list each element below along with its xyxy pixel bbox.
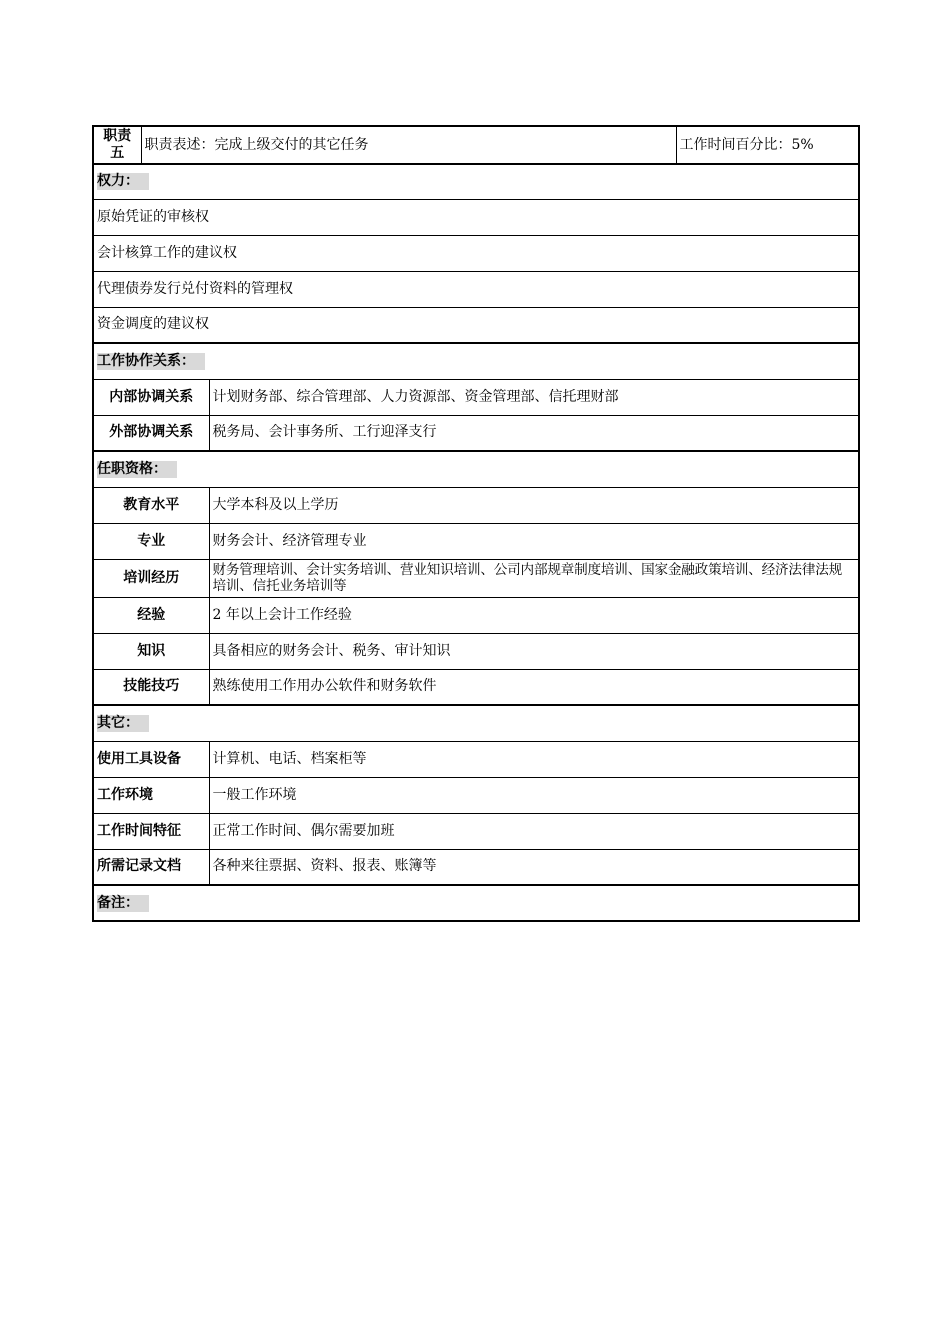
power-item-row: [93, 199, 859, 235]
relation-label: 内部协调关系: [93, 379, 209, 415]
qualification-value: 2 年以上会计工作经验: [209, 597, 859, 633]
powers-heading: 权力：: [97, 173, 149, 190]
duty-row: [93, 126, 859, 164]
duty-label-line2: 五: [110, 145, 125, 161]
job-description-sheet: [92, 125, 858, 922]
notes-heading-row: [93, 885, 859, 921]
power-item-row: [93, 271, 859, 307]
qualification-row: [93, 633, 859, 669]
other-row: [93, 777, 859, 813]
relation-row-internal: [93, 379, 859, 415]
other-label: 使用工具设备: [93, 741, 209, 777]
other-heading-row: [93, 705, 859, 741]
qualification-row: [93, 597, 859, 633]
relation-value: 计划财务部、综合管理部、人力资源部、资金管理部、信托理财部: [209, 379, 859, 415]
power-item-row: [93, 235, 859, 271]
duty-description: 职责表述：完成上级交付的其它任务: [141, 126, 676, 164]
other-value: 各种来往票据、资料、报表、账簿等: [209, 849, 859, 885]
other-row: [93, 741, 859, 777]
qualification-label: 技能技巧: [93, 669, 209, 705]
duty-time-percent: 工作时间百分比：5%: [676, 126, 859, 164]
qualification-row: [93, 523, 859, 559]
other-value: 一般工作环境: [209, 777, 859, 813]
job-description-table: [92, 125, 860, 922]
other-heading-cell: [93, 705, 859, 741]
power-item-row: [93, 307, 859, 343]
power-item: 会计核算工作的建议权: [93, 235, 859, 271]
qualifications-heading-cell: [93, 451, 859, 487]
other-label: 工作时间特征: [93, 813, 209, 849]
other-row: [93, 849, 859, 885]
qualification-label: 培训经历: [93, 559, 209, 597]
qualification-row: [93, 559, 859, 597]
qualification-value: 财务会计、经济管理专业: [209, 523, 859, 559]
other-value: 计算机、电话、档案柜等: [209, 741, 859, 777]
duty-label-line1: 职责: [103, 128, 132, 144]
other-value: 正常工作时间、偶尔需要加班: [209, 813, 859, 849]
notes-heading-cell: [93, 885, 859, 921]
qualification-label: 经验: [93, 597, 209, 633]
other-label: 工作环境: [93, 777, 209, 813]
qualifications-heading-row: [93, 451, 859, 487]
relations-heading-cell: [93, 343, 859, 379]
power-item: 代理债券发行兑付资料的管理权: [93, 271, 859, 307]
relation-value: 税务局、会计事务所、工行迎泽支行: [209, 415, 859, 451]
qualification-row: [93, 669, 859, 705]
other-heading: 其它：: [97, 715, 149, 732]
powers-heading-cell: [93, 164, 859, 199]
qualification-value: 具备相应的财务会计、税务、审计知识: [209, 633, 859, 669]
relation-row-external: [93, 415, 859, 451]
relations-heading: 工作协作关系：: [97, 353, 205, 370]
power-item: 原始凭证的审核权: [93, 199, 859, 235]
other-label: 所需记录文档: [93, 849, 209, 885]
qualification-value: 熟练使用工作用办公软件和财务软件: [209, 669, 859, 705]
qualification-row: [93, 487, 859, 523]
notes-heading: 备注：: [97, 895, 149, 912]
power-item: 资金调度的建议权: [93, 307, 859, 343]
qualification-value: 财务管理培训、会计实务培训、营业知识培训、公司内部规章制度培训、国家金融政策培训、经济法律法规培训、信托业务培训等: [209, 559, 859, 597]
qualification-label: 教育水平: [93, 487, 209, 523]
other-row: [93, 813, 859, 849]
qualification-label: 知识: [93, 633, 209, 669]
duty-label: [93, 126, 141, 164]
qualifications-heading: 任职资格：: [97, 461, 177, 478]
relations-heading-row: [93, 343, 859, 379]
powers-heading-row: [93, 164, 859, 199]
qualification-label: 专业: [93, 523, 209, 559]
relation-label: 外部协调关系: [93, 415, 209, 451]
qualification-value: 大学本科及以上学历: [209, 487, 859, 523]
